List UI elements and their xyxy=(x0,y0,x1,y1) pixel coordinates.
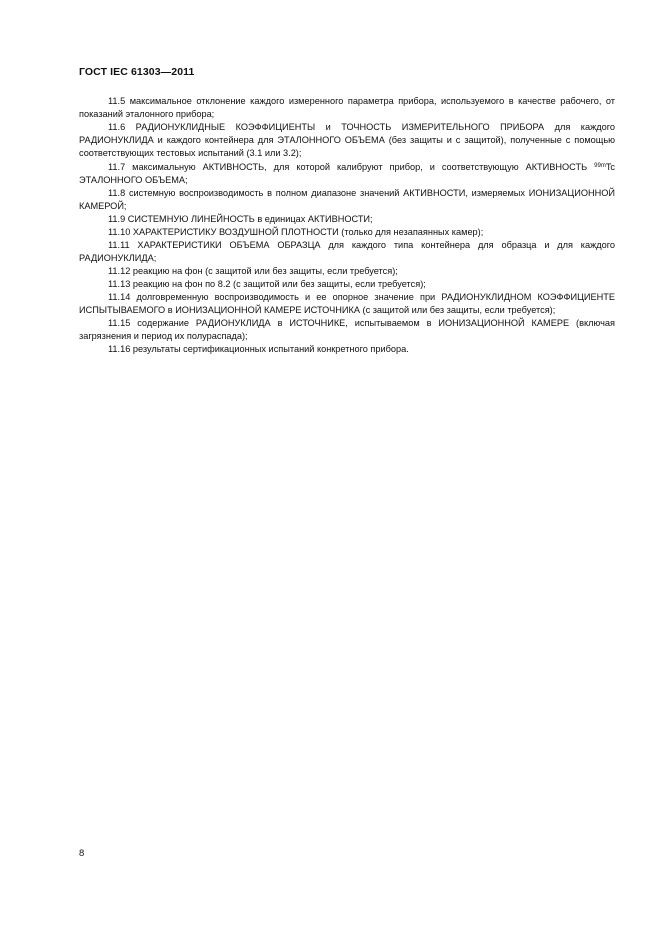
paragraph-11-9: 11.9 СИСТЕМНУЮ ЛИНЕЙНОСТЬ в единицах АКТИВНОСТИ; xyxy=(108,214,373,224)
isotope-superscript: 99m xyxy=(594,163,606,169)
document-body xyxy=(79,95,615,356)
paragraph-11-16: 11.16 результаты сертификационных испытаний конкретного прибора. xyxy=(108,344,409,354)
paragraph-11-8: 11.8 системную воспроизводимость в полном диапазоне значений АКТИВНОСТИ, измеряемых ИОНИЗАЦИОННОЙ КАМЕРОЙ; xyxy=(79,188,615,211)
paragraph-11-7-text-end: Tc ЭТАЛОННОГО ОБЪЕМА; xyxy=(79,162,615,185)
document-header: ГОСТ IEC 61303—2011 xyxy=(79,66,195,78)
paragraph-11-11: 11.11 ХАРАКТЕРИСТИКИ ОБЪЕМА ОБРАЗЦА для каждого типа контейнера для образца и для каждого РАДИОНУКЛИДА; xyxy=(79,240,615,263)
paragraph-11-5: 11.5 максимальное отклонение каждого измеренного параметра прибора, используемого в качестве рабочего, от показаний эталонного прибора; xyxy=(79,96,615,119)
paragraph-11-12: 11.12 реакцию на фон (с защитой или без защиты, если требуется); xyxy=(108,266,398,276)
paragraph-11-10: 11.10 ХАРАКТЕРИСТИКУ ВОЗДУШНОЙ ПЛОТНОСТИ (только для незапаянных камер); xyxy=(108,227,484,237)
paragraph-11-7-text: 11.7 максимальную АКТИВНОСТЬ, для которой калибруют прибор, и соответствующую АКТИВНОСТЬ xyxy=(108,162,595,172)
paragraph-11-6: 11.6 РАДИОНУКЛИДНЫЕ КОЭФФИЦИЕНТЫ и ТОЧНОСТЬ ИЗМЕРИТЕЛЬНОГО ПРИБОРА для каждого РАДИОНУКЛИДА и каждого контейнера для ЭТАЛОННОГО ОБЪЕМА (без защиты и с защитой), полученные с помощью соответствующих тестовых испытаний (3.1 или 3.2); xyxy=(79,122,615,158)
paragraph-11-13: 11.13 реакцию на фон по 8.2 (с защитой или без защиты, если требуется); xyxy=(108,279,426,289)
paragraph-11-7 xyxy=(79,160,615,187)
paragraph-11-15: 11.15 содержание РАДИОНУКЛИДА в ИСТОЧНИКЕ, испытываемом в ИОНИЗАЦИОННОЙ КАМЕРЕ (включая загрязнения и период их полураспада); xyxy=(79,318,615,341)
page-number: 8 xyxy=(79,848,85,859)
paragraph-11-14: 11.14 долговременную воспроизводимость и ее опорное значение при РАДИОНУКЛИДНОМ КОЭФФИЦИЕНТЕ ИСПЫТЫВАЕМОГО в ИОНИЗАЦИОННОЙ КАМЕРЕ ИСТОЧНИКА (с защитой или без защиты, если требуется); xyxy=(79,292,615,315)
